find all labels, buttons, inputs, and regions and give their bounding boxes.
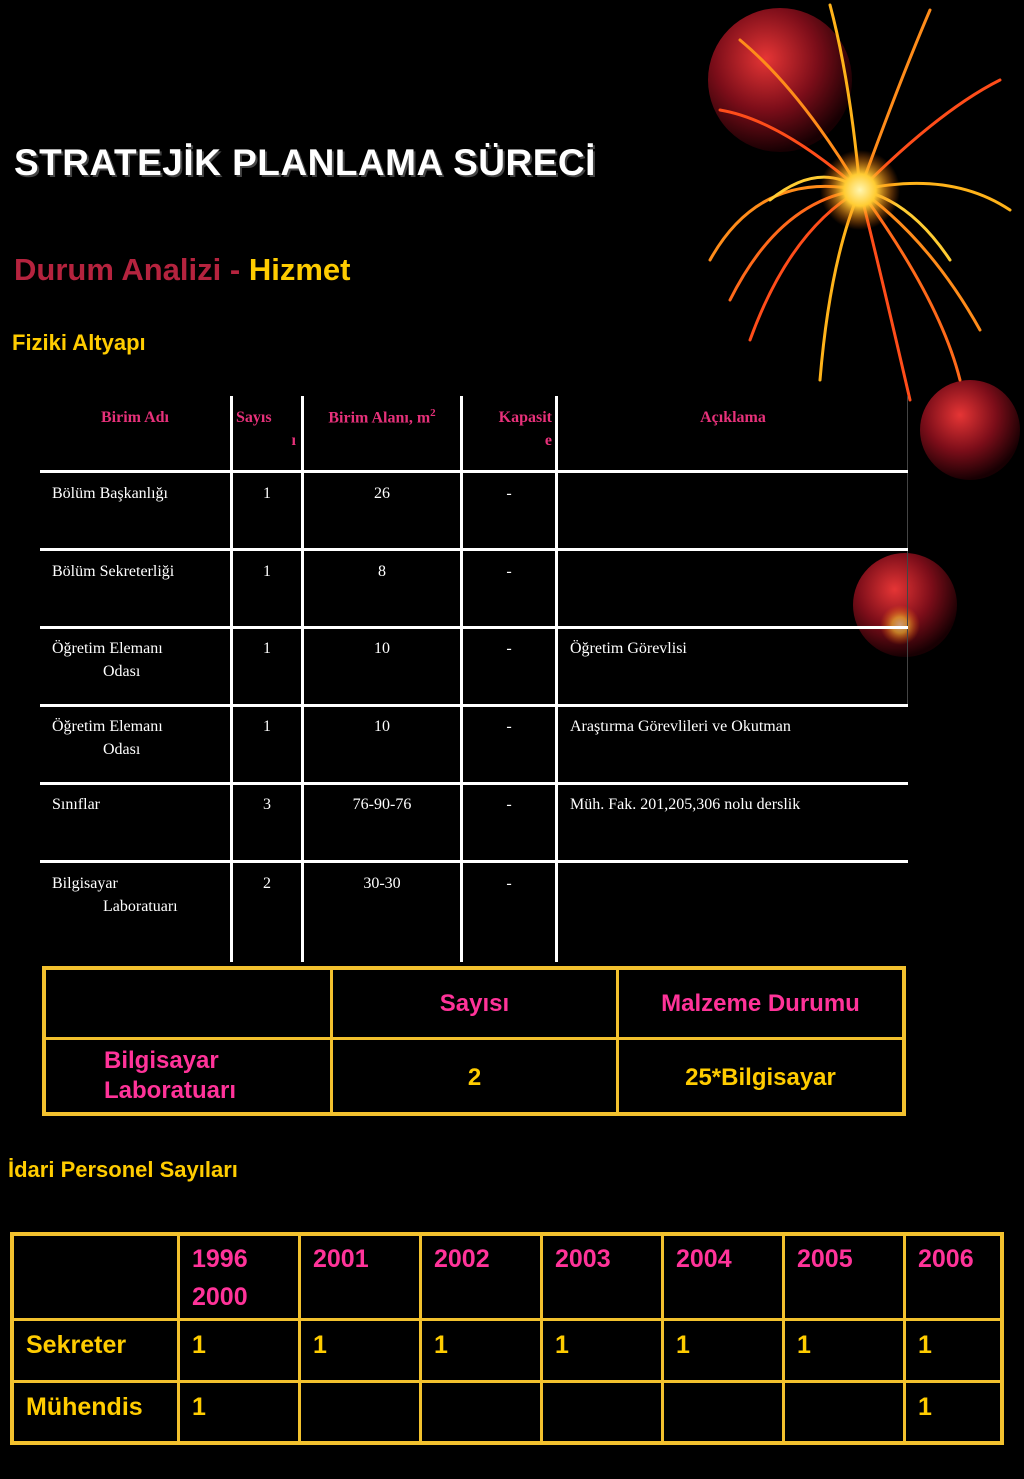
column-header-2004: 2004 [676,1245,732,1273]
cell-line: Odası [103,741,141,758]
cell-aciklama: Müh. Fak. 201,205,306 nolu derslik [570,796,801,813]
subtitle-part-b: Hizmet [248,252,351,287]
cell-line: Odası [103,663,141,680]
cell-value: 1 [434,1331,448,1359]
cell-line: Laboratuarı [104,1077,237,1104]
row-label-sekreter: Sekreter [26,1331,127,1359]
section-heading-fiziki-altyapi: Fiziki Altyapı [12,330,146,355]
table-divider [540,1236,543,1441]
table-divider [903,1236,906,1441]
cell-kapasite: - [506,563,512,580]
column-header-kapasite [464,406,552,480]
cell-kapasite: - [506,640,512,657]
cell-sayisi: 3 [263,796,271,813]
cell-sayisi: 1 [263,640,271,657]
table-divider [782,1236,785,1441]
column-header-text: ı [291,432,296,449]
column-header-text: Sayıs [236,409,272,426]
cell-value: 1 [797,1331,811,1359]
table-divider [40,548,908,551]
superscript: 2 [430,407,436,419]
column-header-birim-alani [304,402,460,476]
cell-birim-adi: Bölüm Sekreterliği [52,563,175,580]
page-subtitle [14,252,350,288]
cell-birim-alani: 30-30 [363,875,401,892]
cell-line: Laboratuarı [103,898,178,915]
column-header-sayisi [236,406,296,480]
column-header-2002: 2002 [434,1245,490,1273]
cell-line: 2000 [192,1283,248,1311]
column-header-sayisi: Sayısı [439,990,510,1017]
cell-birim-alani: 76-90-76 [352,796,412,813]
cell-birim-alani: 10 [374,718,390,735]
table-divider [298,1236,301,1441]
cell-kapasite: - [506,796,512,813]
column-header-1996-2000 [192,1240,248,1316]
cell-line: Bilgisayar [52,875,118,892]
cell-line: Bilgisayar [104,1047,219,1074]
cell-sayisi: 2 [263,875,271,892]
cell-kapasite: - [506,485,512,502]
row-label-bilgisayar-laboratuari [104,1046,236,1106]
cell-birim-adi [52,637,163,683]
cell-aciklama: Araştırma Görevlileri ve Okutman [570,718,791,735]
facility-table [40,396,908,962]
column-header-text: e [544,432,552,449]
table-divider [40,704,908,707]
cell-sayisi: 1 [263,563,271,580]
staff-table [10,1232,1004,1445]
cell-value: 1 [192,1393,206,1421]
section-heading-idari-personel: İdari Personel Sayıları [8,1157,238,1182]
column-header-text: Kapasit [498,409,552,426]
cell-kapasite: - [506,875,512,892]
column-header-birim-adi: Birim Adı [100,409,169,426]
cell-sayisi: 1 [263,485,271,502]
cell-value: 1 [192,1331,206,1359]
cell-birim-alani: 26 [374,485,390,502]
cell-birim-alani: 10 [374,640,390,657]
table-divider [177,1236,180,1441]
cell-line: Öğretim Elemanı [52,718,163,735]
table-divider [40,860,908,863]
table-divider [419,1236,422,1441]
table-divider [14,1380,1000,1383]
cell-value: 1 [918,1393,932,1421]
column-header-2005: 2005 [797,1245,853,1273]
equipment-table [42,966,906,1116]
cell-birim-adi [52,715,163,761]
table-divider [555,396,558,962]
cell-sayisi: 2 [467,1064,482,1091]
column-header-malzeme-durumu: Malzeme Durumu [661,990,860,1017]
cell-sayisi: 1 [263,718,271,735]
table-divider [661,1236,664,1441]
column-header-2003: 2003 [555,1245,611,1273]
table-divider [40,626,908,629]
column-header-2006: 2006 [918,1245,974,1273]
cell-line: Öğretim Elemanı [52,640,163,657]
subtitle-separator: - [229,252,241,287]
column-header-2001: 2001 [313,1245,369,1273]
table-divider [46,1037,902,1040]
table-divider [40,782,908,785]
row-label-muhendis: Mühendis [26,1393,143,1421]
cell-aciklama: Öğretim Görevlisi [570,640,687,657]
cell-malzeme-durumu: 25*Bilgisayar [685,1064,836,1091]
cell-kapasite: - [506,718,512,735]
cell-birim-adi: Bölüm Başkanlığı [52,485,168,502]
cell-value: 1 [313,1331,327,1359]
column-header-aciklama: Açıklama [700,409,766,426]
column-header-text: Birim Alanı, m [328,409,431,427]
cell-value: 1 [918,1331,932,1359]
page-title: STRATEJİK PLANLAMA SÜRECİ [14,142,596,183]
cell-value: 1 [555,1331,569,1359]
cell-birim-adi: Sınıflar [52,796,100,813]
cell-birim-alani: 8 [378,563,386,580]
cell-birim-adi [52,872,178,918]
table-divider [14,1318,1000,1321]
subtitle-part-a: Durum Analizi [14,252,222,287]
cell-value: 1 [676,1331,690,1359]
cell-line: 1996 [192,1245,248,1273]
